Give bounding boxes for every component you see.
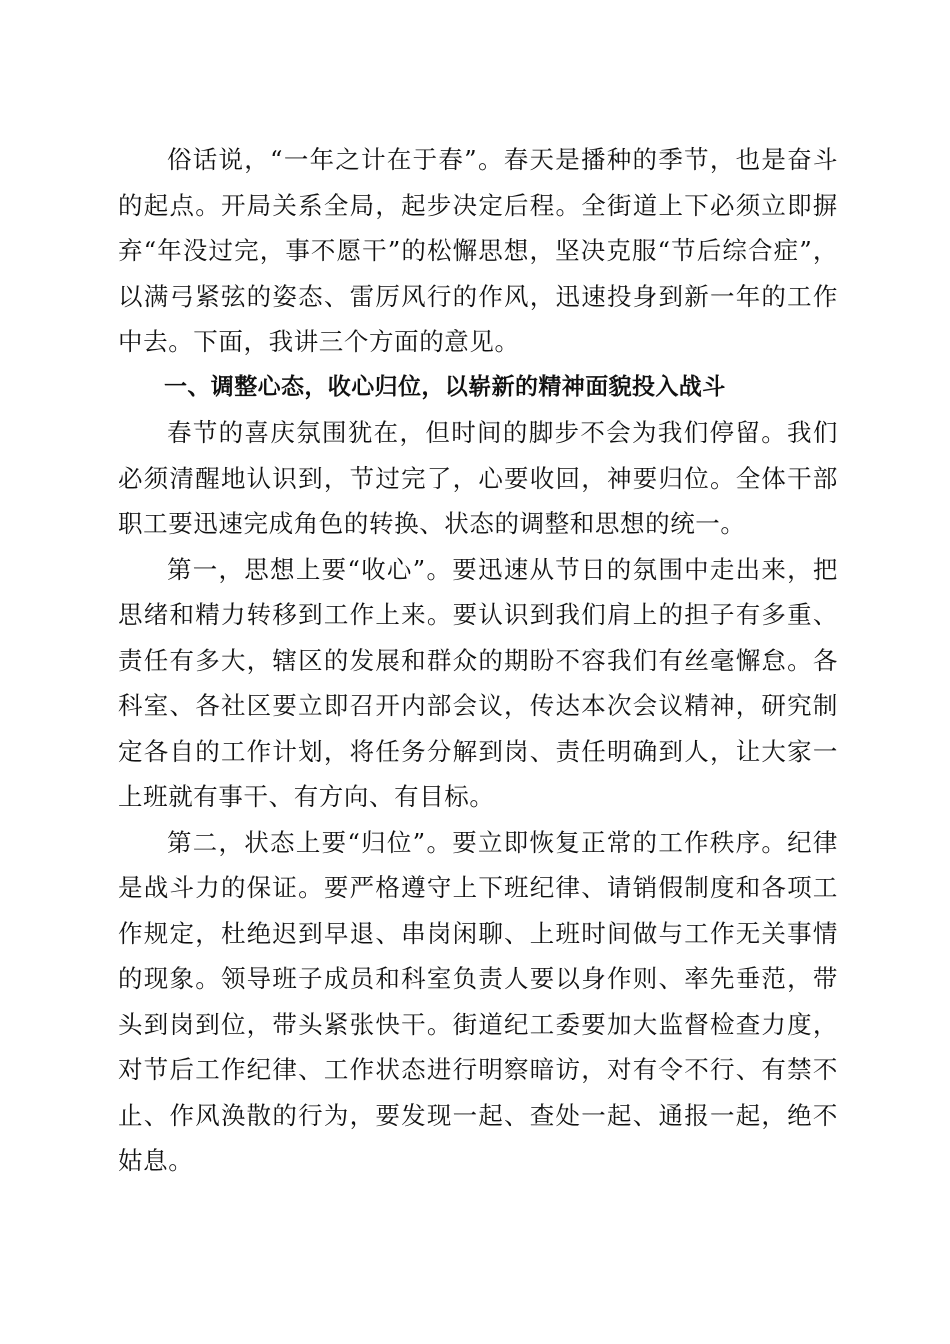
section-paragraph-2: 第一，思想上要“收心”。要迅速从节日的氛围中走出来，把思绪和精力转移到工作上来。要认识到我们肩上的担子有多重、责任有多大，辖区的发展和群众的期盼不容我们有丝毫懈怠。各科室、各社区要立即召开内部会议，传达本次会议精神，研究制定各自的工作计划，将任务分解到岗、责任明确到人，让大家一上班就有事干、有方向、有目标。 [118, 554, 838, 811]
document-body [118, 137, 838, 1184]
section-paragraph-3: 第二，状态上要“归位”。要立即恢复正常的工作秩序。纪律是战斗力的保证。要严格遵守上下班纪律、请销假制度和各项工作规定，杜绝迟到早退、串岗闲聊、上班时间做与工作无关事情的现象。领导班子成员和科室负责人要以身作则、率先垂范，带头到岗到位，带头紧张快干。街道纪工委要加大监督检查力度，对节后工作纪律、工作状态进行明察暗访，对有令不行、有禁不止、作风涣散的行为，要发现一起、查处一起、通报一起，绝不姑息。 [118, 827, 838, 1175]
section-heading: 一、调整心态，收心归位，以崭新的精神面貌投入战斗 [164, 373, 726, 400]
intro-paragraph: 俗话说，“一年之计在于春”。春天是播种的季节，也是奋斗的起点。开局关系全局，起步决定后程。全街道上下必须立即摒弃“年没过完，事不愿干”的松懈思想，坚决克服“节后综合症”，以满弓紧弦的姿态、雷厉风行的作风，迅速投身到新一年的工作中去。下面，我讲三个方面的意见。 [118, 145, 838, 356]
section-paragraph-1: 春节的喜庆氛围犹在，但时间的脚步不会为我们停留。我们必须清醒地认识到，节过完了，心要收回，神要归位。全体干部职工要迅速完成角色的转换、状态的调整和思想的统一。 [118, 418, 838, 538]
